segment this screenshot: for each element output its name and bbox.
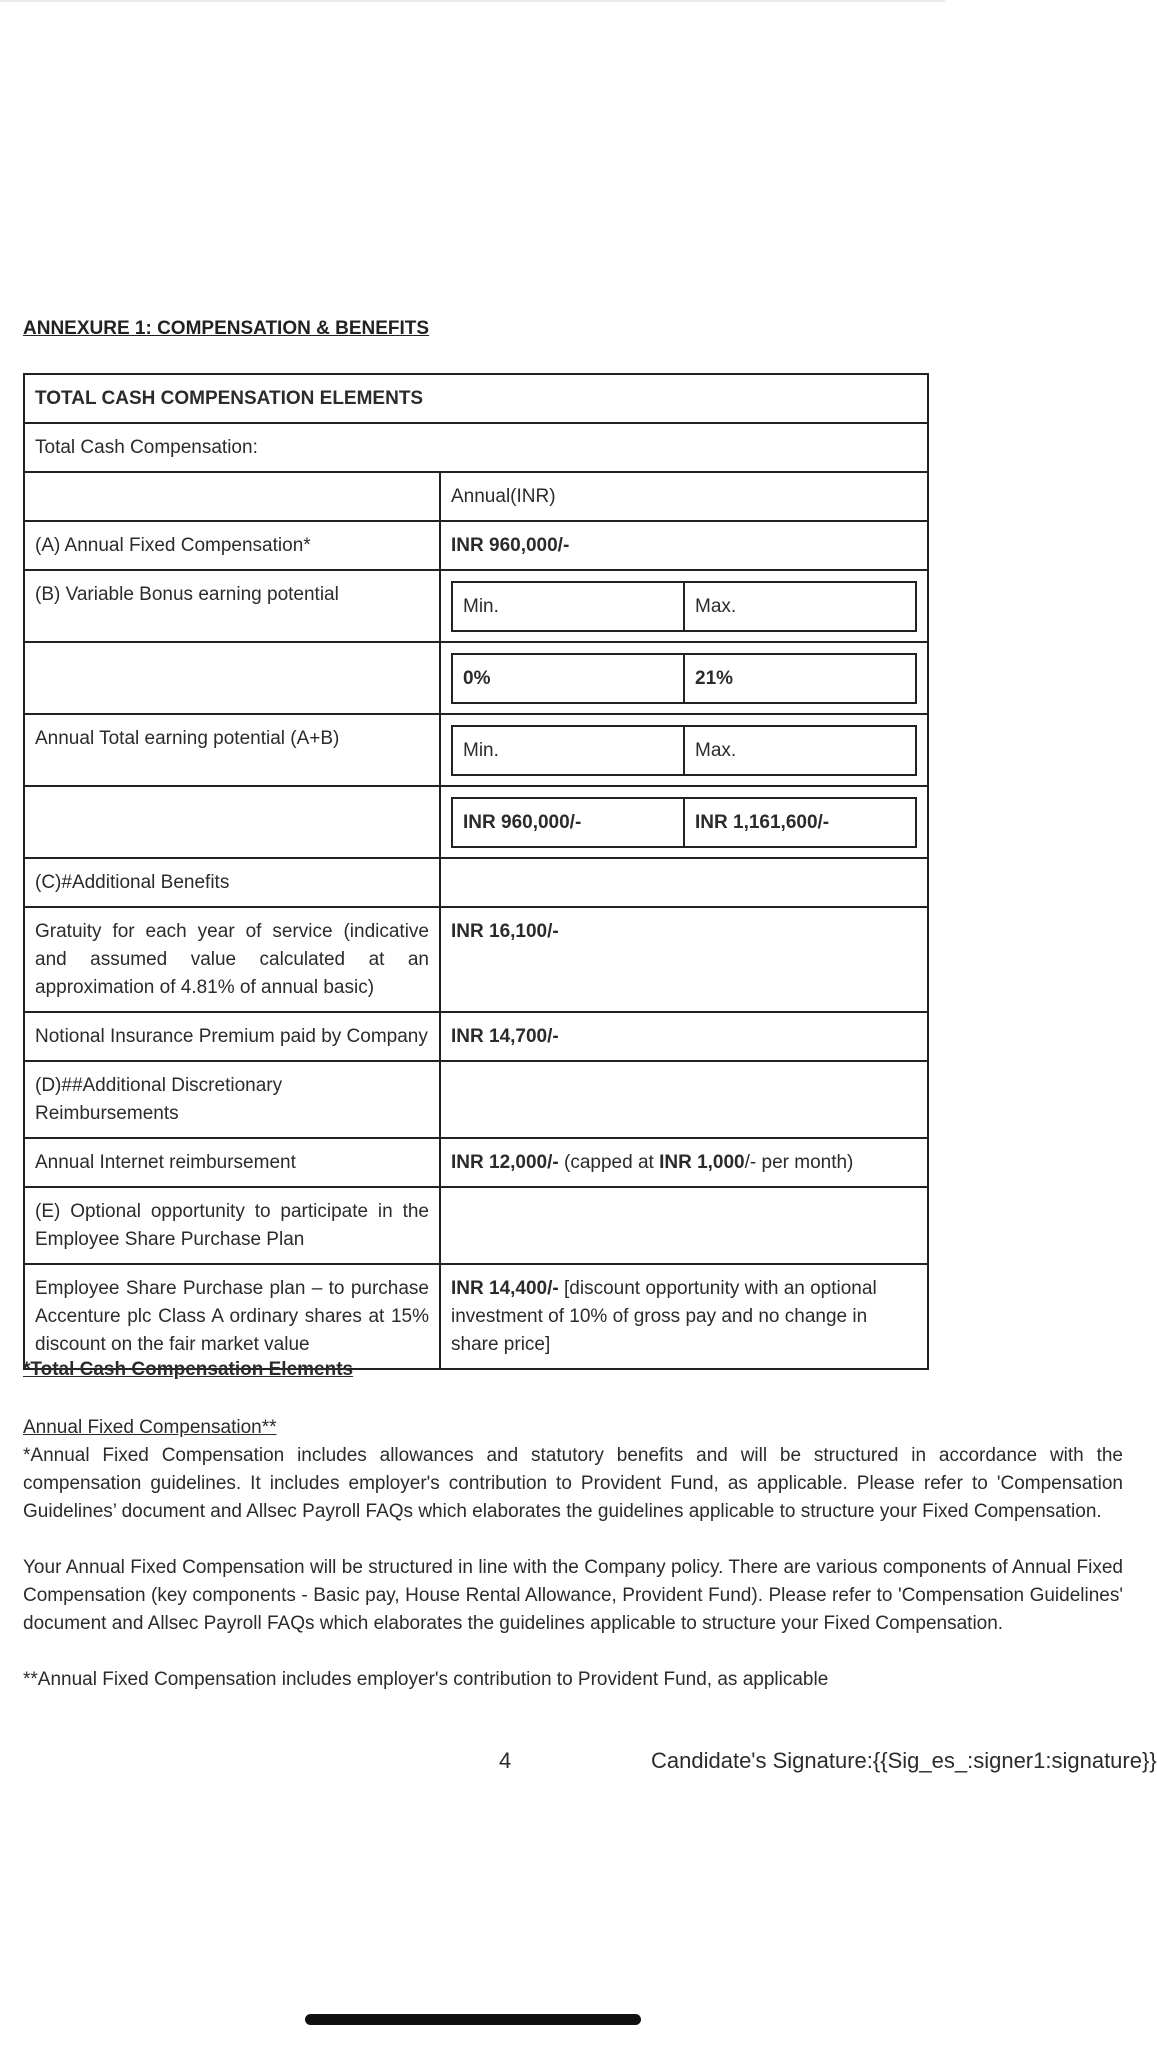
internet-note-pre: (capped at — [558, 1152, 660, 1173]
table-cell — [440, 1187, 928, 1264]
internet-reimbursement-value: INR 12,000/- — [451, 1152, 559, 1173]
table-row — [24, 423, 928, 472]
insurance-label: Notional Insurance Premium paid by Company — [24, 1012, 440, 1061]
table-cell — [440, 858, 928, 907]
internet-note-post: /- per month) — [744, 1152, 854, 1173]
table-cell — [24, 786, 440, 858]
gratuity-label: Gratuity for each year of service (indicative and assumed value calculated at an approximation of 4.81% of annual basic) — [24, 907, 440, 1012]
table-row — [24, 642, 928, 714]
table-row — [24, 858, 928, 907]
fixed-compensation-label: (A) Annual Fixed Compensation* — [24, 521, 440, 570]
fixed-compensation-value: INR 960,000/- — [440, 521, 928, 570]
variable-min-value: 0% — [452, 654, 684, 703]
variable-max-label: Max. — [684, 582, 916, 631]
total-earning-label: Annual Total earning potential (A+B) — [24, 714, 440, 786]
insurance-value: INR 14,700/- — [440, 1012, 928, 1061]
afc-title: Annual Fixed Compensation** — [23, 1417, 277, 1438]
table-row — [24, 472, 928, 521]
total-min-value: INR 960,000/- — [452, 798, 684, 847]
total-max-label: Max. — [684, 726, 916, 775]
variable-bonus-minmax-header — [451, 581, 917, 632]
table-cell — [24, 642, 440, 714]
espp-cell — [440, 1264, 928, 1369]
table-row — [24, 570, 928, 642]
table-row — [24, 714, 928, 786]
espp-option-label: (E) Optional opportunity to participate in the Employee Share Purchase Plan — [24, 1187, 440, 1264]
variable-min-label: Min. — [452, 582, 684, 631]
top-divider — [0, 0, 945, 2]
additional-benefits-label: (C)#Additional Benefits — [24, 858, 440, 907]
table-row — [24, 1061, 928, 1138]
compensation-notes — [23, 1356, 1123, 1694]
table-row — [24, 907, 928, 1012]
table-cell — [440, 1061, 928, 1138]
home-indicator[interactable] — [305, 2014, 641, 2025]
notes-paragraph-1: *Annual Fixed Compensation includes allowances and statutory benefits and will be structured in accordance with the compensation guidelines. It includes employer's contribution to Provident Fund, as applicable. Please refer to 'Compensation Guidelines’ document and Allsec Payroll FAQs which elaborates the guidelines applicable to structure your Fixed Compensation. — [23, 1445, 1123, 1522]
table-row — [24, 1012, 928, 1061]
annexure-title: ANNEXURE 1: COMPENSATION & BENEFITS — [23, 318, 430, 339]
table-row — [24, 786, 928, 858]
compensation-table — [23, 373, 929, 1370]
table-row — [24, 521, 928, 570]
page-number: 4 — [499, 1748, 512, 1773]
table-subheader: Total Cash Compensation: — [24, 423, 928, 472]
espp-value: INR 14,400/- — [451, 1278, 559, 1299]
total-earning-header-cell — [440, 714, 928, 786]
notes-paragraph-2: Your Annual Fixed Compensation will be structured in line with the Company policy. There are various components of Annual Fixed Compensation (key components - Basic pay, House Rental Allowance, Provident Fund). Please refer to 'Compensation Guidelines' document and Allsec Payroll FAQs which elaborates the guidelines applicable to structure your Fixed Compensation. — [23, 1557, 1123, 1634]
internet-reimbursement-cell — [440, 1138, 928, 1187]
table-cell — [24, 472, 440, 521]
total-earning-values — [451, 797, 917, 848]
total-max-value: INR 1,161,600/- — [684, 798, 916, 847]
table-row — [24, 1187, 928, 1264]
internet-cap: INR 1,000 — [659, 1152, 745, 1173]
annual-column-header: Annual(INR) — [440, 472, 928, 521]
variable-bonus-label: (B) Variable Bonus earning potential — [24, 570, 440, 642]
table-row — [24, 1138, 928, 1187]
total-earning-minmax-header — [451, 725, 917, 776]
gratuity-value: INR 16,100/- — [440, 907, 928, 1012]
variable-bonus-values-cell — [440, 642, 928, 714]
variable-bonus-header-cell — [440, 570, 928, 642]
internet-reimbursement-label: Annual Internet reimbursement — [24, 1138, 440, 1187]
notes-paragraph-3: **Annual Fixed Compensation includes employer's contribution to Provident Fund, as applicable — [23, 1669, 829, 1690]
candidate-signature: Candidate's Signature:{{Sig_es_:signer1:signature}} — [651, 1748, 1157, 1773]
espp-label: Employee Share Purchase plan – to purchase Accenture plc Class A ordinary shares at 15% discount on the fair market value — [24, 1264, 440, 1369]
table-row — [24, 374, 928, 423]
espp-note: [discount opportunity with an optional investment of 10% of gross pay and no change in share price] — [451, 1278, 877, 1355]
discretionary-reimbursements-label: (D)##Additional Discretionary Reimbursements — [24, 1061, 440, 1138]
variable-bonus-values — [451, 653, 917, 704]
total-earning-values-cell — [440, 786, 928, 858]
total-min-label: Min. — [452, 726, 684, 775]
table-header: TOTAL CASH COMPENSATION ELEMENTS — [24, 374, 928, 423]
variable-max-value: 21% — [684, 654, 916, 703]
notes-section-title: *Total Cash Compensation Elements — [23, 1359, 354, 1380]
table-row — [24, 1264, 928, 1369]
